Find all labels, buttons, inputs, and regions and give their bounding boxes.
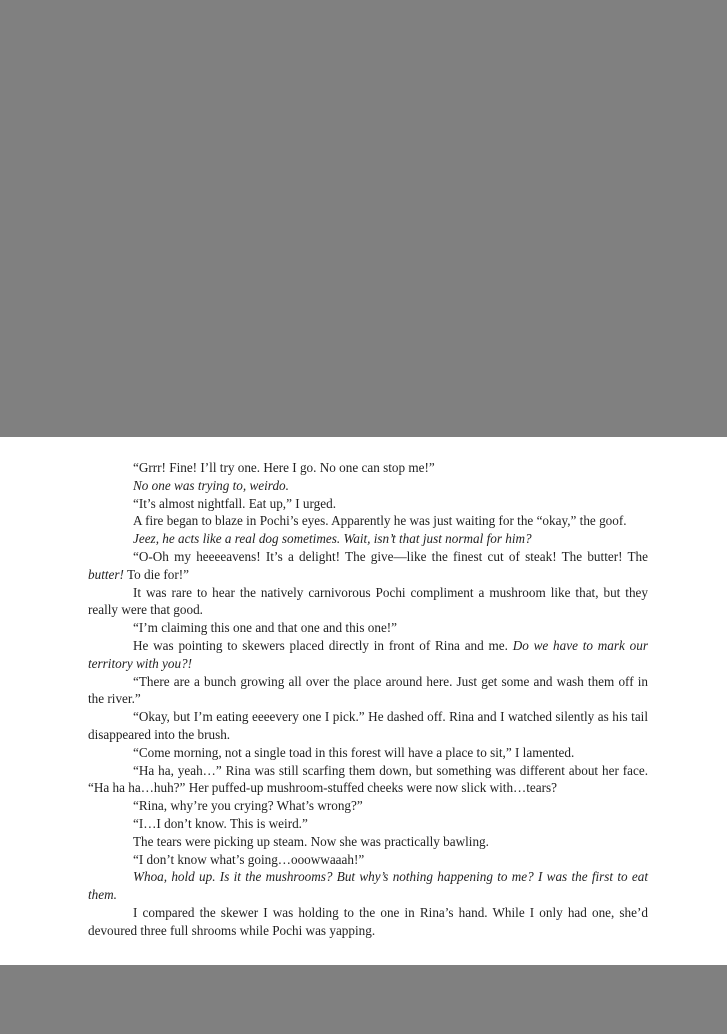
bottom-margin-band xyxy=(0,965,727,1034)
paragraph-2-inner-thought: No one was trying to, weirdo. xyxy=(133,477,289,493)
paragraph-16: The tears were picking up steam. Now she was practically bawling. xyxy=(133,833,489,849)
paragraph-4: A fire began to blaze in Pochi’s eyes. Apparently he was just waiting for the “okay,” the goof. xyxy=(133,513,627,529)
paragraph-17: “I don’t know what’s going…ooowwaaah!” xyxy=(133,851,365,867)
paragraph-6-part-c: To die for!” xyxy=(123,566,190,582)
paragraph-6-part-a: “O-Oh my heeeeavens! It’s a delight! The give—like the finest cut of steak! The butter! The xyxy=(133,548,648,564)
paragraph-9-inner-thought: Do we have to mark our territory with you?! xyxy=(88,637,648,671)
paragraph-8: “I’m claiming this one and that one and this one!” xyxy=(133,620,398,636)
paragraph-12: “Come morning, not a single toad in this forest will have a place to sit,” I lamented. xyxy=(133,744,575,760)
paragraph-6 xyxy=(88,548,648,584)
paragraph-19: I compared the skewer I was holding to the one in Rina’s hand. While I only had one, she’d devoured three full shrooms while Pochi was yapping. xyxy=(88,904,648,938)
paragraph-6-emphasis: butter! xyxy=(88,566,124,582)
paragraph-9-part-a: He was pointing to skewers placed directly in front of Rina and me. xyxy=(133,637,513,653)
paragraph-18-inner-thought: Whoa, hold up. Is it the mushrooms? But why’s nothing happening to me? I was the first to eat them. xyxy=(88,869,648,903)
paragraph-9 xyxy=(88,637,648,673)
paragraph-10: “There are a bunch growing all over the place around here. Just get some and wash them off in the river.” xyxy=(88,673,648,707)
paragraph-13: “Ha ha, yeah…” Rina was still scarfing them down, but something was different about her face. “Ha ha ha…huh?” Her puffed-up mushroom-stuffed cheeks were now slick with…tears? xyxy=(88,762,648,796)
paragraph-11: “Okay, but I’m eating eeeevery one I pick.” He dashed off. Rina and I watched silently as his tail disappeared into the brush. xyxy=(88,709,648,742)
paragraph-1: “Grrr! Fine! I’ll try one. Here I go. No one can stop me!” xyxy=(133,460,435,475)
paragraph-5-inner-thought: Jeez, he acts like a real dog sometimes. Wait, isn’t that just normal for him? xyxy=(133,531,532,547)
page-text-block xyxy=(88,459,648,940)
top-margin-band xyxy=(0,0,727,437)
paragraph-3: “It’s almost nightfall. Eat up,” I urged. xyxy=(133,495,337,511)
book-page xyxy=(0,437,727,965)
paragraph-14: “Rina, why’re you crying? What’s wrong?” xyxy=(133,798,363,814)
paragraph-7: It was rare to hear the natively carnivorous Pochi compliment a mushroom like that, but they really were that good. xyxy=(88,584,648,618)
paragraph-15: “I…I don’t know. This is weird.” xyxy=(133,815,308,831)
